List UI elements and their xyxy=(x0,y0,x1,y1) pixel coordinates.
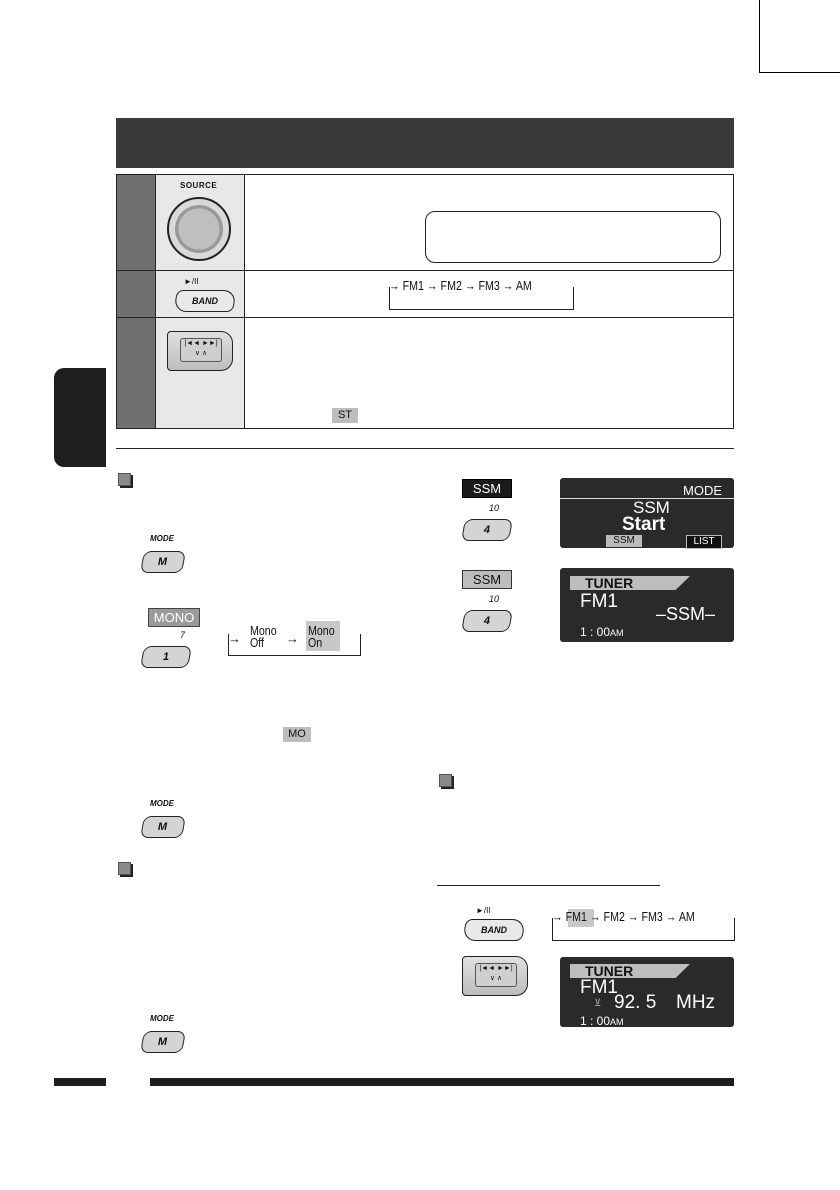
right-subsection-divider xyxy=(437,885,660,886)
preset-number-10-b: 10 xyxy=(489,594,500,604)
band-fm2: FM2 xyxy=(440,278,462,293)
preset-button-4-b[interactable] xyxy=(461,610,513,632)
mono-off-line2: Off xyxy=(250,635,265,650)
band2-am: AM xyxy=(678,909,695,924)
procedure-table xyxy=(116,174,734,429)
seek-arrows-icon-2: |◄◄ ►►| ∨ ∧ xyxy=(475,963,517,987)
mono-cycle-loop xyxy=(228,634,361,656)
lcd-clock xyxy=(580,625,624,639)
lcd-ssm-tuner xyxy=(560,568,734,642)
section-header-bar xyxy=(116,118,734,168)
lcd-band-text: FM1 xyxy=(580,591,618,612)
lcd-clock-ampm: AM xyxy=(610,628,624,638)
lcd-band-text-2: FM1 xyxy=(580,977,618,998)
play-pause-glyph: ►/II xyxy=(184,277,199,286)
band2-fm3: FM3 xyxy=(641,909,663,924)
band-button[interactable] xyxy=(173,290,238,312)
mono-off-line1: Mono xyxy=(250,623,277,638)
band-fm1: FM1 xyxy=(402,278,424,293)
lcd-clock-2-time: 1 : 00 xyxy=(580,1014,611,1028)
step-number-column xyxy=(117,175,155,428)
preset-button-4-b-label: 4 xyxy=(483,615,490,627)
lcd-clock-2-ampm: AM xyxy=(610,1017,624,1027)
preset-number-10: 10 xyxy=(489,503,500,513)
band-cycle-2: → FM1 → FM2 → FM3 → AM xyxy=(552,909,695,924)
preset-button-1-label: 1 xyxy=(162,651,169,663)
lcd-ssm-text: SSM xyxy=(633,498,670,517)
seek-arrows-icon: |◄◄ ►►| ∨ ∧ xyxy=(180,338,222,362)
mode-button-2-label: M xyxy=(158,821,168,833)
lcd-list-softkey: LIST xyxy=(686,535,722,549)
mode-button-3-label: M xyxy=(158,1036,168,1048)
band-button-2[interactable] xyxy=(462,919,527,941)
lcd-clock-time: 1 : 00 xyxy=(580,625,611,639)
lcd-ssm-start xyxy=(560,478,734,548)
source-knob[interactable] xyxy=(167,197,231,261)
mode-label: MODE xyxy=(150,534,174,543)
lcd-start-text: Start xyxy=(622,514,666,535)
lcd-frequency: 92. 5 xyxy=(614,992,657,1013)
band-cycle-loop xyxy=(389,287,574,310)
mode-label-2: MODE xyxy=(150,799,174,808)
band-button-2-label: BAND xyxy=(481,925,507,935)
ssm-chip-dark: SSM xyxy=(462,479,512,498)
ssm-chip-light: SSM xyxy=(462,570,512,589)
lcd-ssm-indicator: –SSM– xyxy=(656,604,716,624)
lcd-ssm-softkey: SSM xyxy=(606,535,642,547)
lcd-mode-text: MODE xyxy=(683,483,722,498)
mono-on-line1: Mono xyxy=(308,623,335,638)
seek-rocker-button[interactable] xyxy=(167,331,233,371)
footer-bar-right xyxy=(150,1078,734,1086)
band2-fm1: FM1 xyxy=(565,909,587,924)
lcd-tuner-text-2: TUNER xyxy=(585,963,634,979)
band-fm3: FM3 xyxy=(478,278,500,293)
preset-button-4-label: 4 xyxy=(483,524,490,536)
mode-button-label: M xyxy=(158,556,168,568)
band2-fm2: FM2 xyxy=(603,909,625,924)
band-button-label: BAND xyxy=(192,296,218,306)
lcd-tuner-text: TUNER xyxy=(585,575,634,591)
crop-mark-horizontal xyxy=(760,72,840,73)
mode-button-2[interactable] xyxy=(140,816,186,838)
display-message-box xyxy=(425,211,721,263)
mode-button[interactable] xyxy=(140,551,186,573)
lcd-tuner-frequency xyxy=(560,957,734,1027)
table-row-divider xyxy=(117,270,733,271)
mo-indicator: MO xyxy=(283,727,311,742)
section-bullet-tuning xyxy=(118,862,131,875)
preset-number-7: 7 xyxy=(180,630,186,640)
preset-button-4[interactable] xyxy=(461,519,513,541)
section-divider xyxy=(116,448,734,449)
mono-on-line2: On xyxy=(308,635,323,650)
band-cycle-2-loop xyxy=(552,918,735,941)
mode-label-3: MODE xyxy=(150,1014,174,1023)
source-label: SOURCE xyxy=(180,181,218,190)
language-side-tab xyxy=(54,368,106,467)
band-cycle: → FM1 → FM2 → FM3 → AM xyxy=(389,278,532,293)
section-bullet-manual xyxy=(439,774,452,787)
section-bullet-mono xyxy=(118,473,131,486)
mode-button-3[interactable] xyxy=(140,1031,186,1053)
band-am: AM xyxy=(515,278,532,293)
table-row-divider xyxy=(117,317,733,318)
lcd-clock-2 xyxy=(580,1014,624,1028)
footer-bar-left xyxy=(54,1078,106,1086)
crop-mark-vertical xyxy=(759,0,760,73)
antenna-icon: ⊻ xyxy=(594,998,602,1009)
play-pause-glyph-2: ►/II xyxy=(476,906,491,915)
st-indicator: ST xyxy=(332,408,358,423)
seek-rocker-button-2[interactable] xyxy=(462,956,528,996)
mono-chip: MONO xyxy=(148,608,200,627)
lcd-frequency-unit: MHz xyxy=(676,992,716,1013)
preset-button-1[interactable] xyxy=(140,646,192,668)
